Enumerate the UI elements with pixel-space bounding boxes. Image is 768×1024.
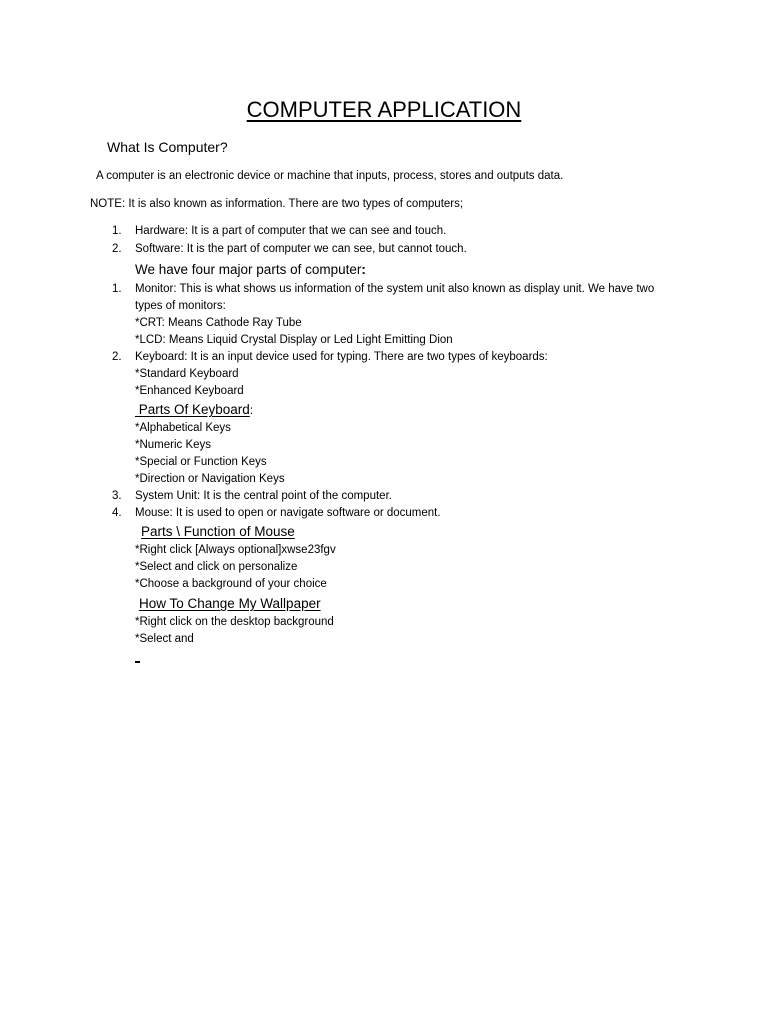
list-number: 2. [112, 243, 122, 255]
definition-paragraph: A computer is an electronic device or machine that inputs, process, stores and outputs data. [96, 170, 564, 182]
mouse-parts-heading [141, 523, 295, 541]
wallpaper-step-2: *Select and [135, 633, 194, 645]
wallpaper-heading-text: How To Change My Wallpaper [139, 596, 321, 611]
list-number: 3. [112, 490, 122, 502]
mouse-right-click: *Right click [Always optional]xwse23fgv [135, 544, 336, 556]
parts-heading [135, 261, 366, 279]
parts-heading-text: We have four major parts of computer [135, 262, 362, 277]
list-text: Software: It is the part of computer we can see, but cannot touch. [135, 243, 467, 255]
list-text: Monitor: This is what shows us information of the system unit also known as display unit. We have two [135, 283, 655, 295]
list-text: Mouse: It is used to open or navigate software or document. [135, 507, 441, 519]
keyboard-direction-keys: *Direction or Navigation Keys [135, 473, 285, 485]
keyboard-parts-heading [135, 401, 253, 420]
monitor-lcd: *LCD: Means Liquid Crystal Display or Led Light Emitting Dion [135, 334, 453, 346]
parts-heading-colon: : [361, 262, 366, 277]
keyboard-enhanced: *Enhanced Keyboard [135, 385, 244, 397]
keyboard-parts-heading-colon: : [249, 405, 254, 417]
keyboard-standard: *Standard Keyboard [135, 368, 239, 380]
monitor-crt: *CRT: Means Cathode Ray Tube [135, 317, 302, 329]
wallpaper-step-1: *Right click on the desktop background [135, 616, 334, 628]
mouse-parts-heading-text: Parts \ Function of Mouse [141, 524, 295, 539]
monitor-line-2: types of monitors: [135, 300, 226, 312]
keyboard-special-keys: *Special or Function Keys [135, 456, 267, 468]
page-title: COMPUTER APPLICATION [246, 97, 522, 122]
list-text: System Unit: It is the central point of the computer. [135, 490, 392, 502]
list-text: Keyboard: It is an input device used for typing. There are two types of keyboards: [135, 351, 548, 363]
list-number: 4. [112, 507, 122, 519]
note-paragraph: NOTE: It is also known as information. There are two types of computers; [90, 198, 464, 210]
keyboard-parts-heading-text: Parts Of Keyboard [135, 402, 250, 417]
keyboard-alpha-keys: *Alphabetical Keys [135, 422, 231, 434]
keyboard-numeric-keys: *Numeric Keys [135, 439, 212, 451]
text-cursor-mark [135, 661, 140, 663]
list-text: Hardware: It is a part of computer that we can see and touch. [135, 225, 447, 237]
mouse-choose: *Choose a background of your choice [135, 578, 327, 590]
list-number: 1. [112, 225, 122, 237]
section-heading-what-is-computer: What Is Computer? [107, 139, 228, 155]
wallpaper-heading [139, 595, 321, 613]
list-number: 1. [112, 283, 122, 295]
list-number: 2. [112, 351, 122, 363]
mouse-select: *Select and click on personalize [135, 561, 298, 573]
